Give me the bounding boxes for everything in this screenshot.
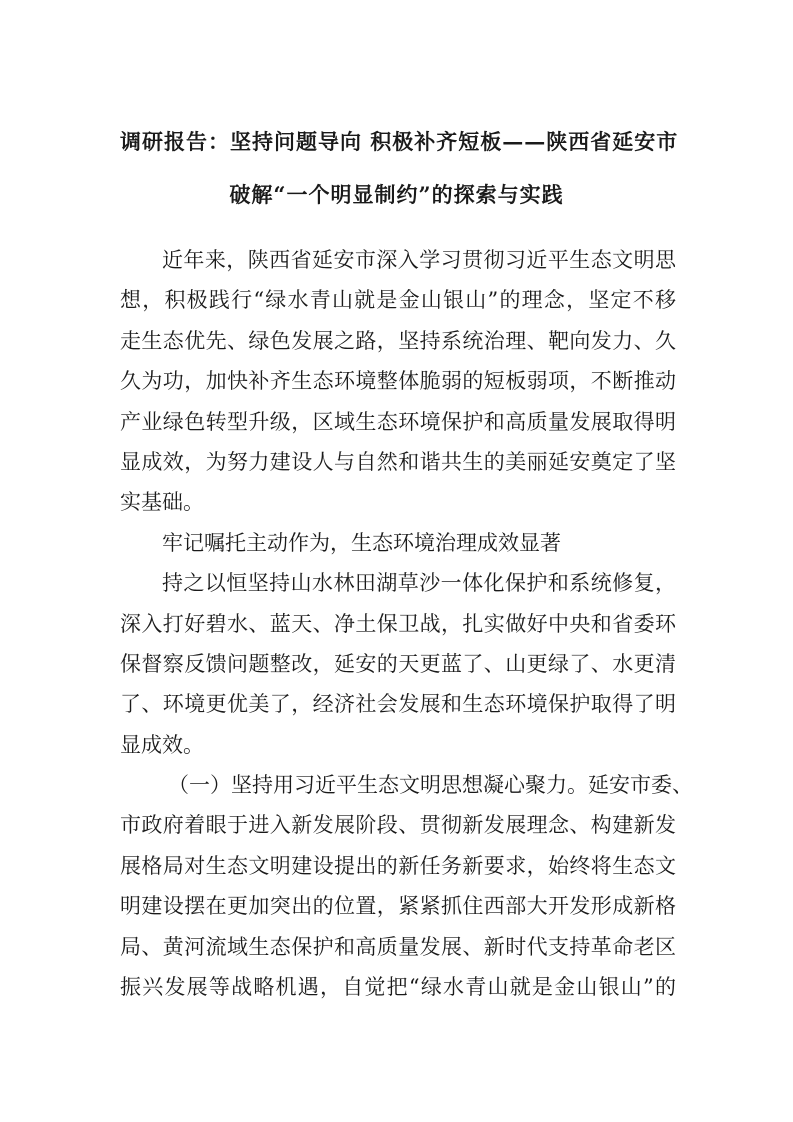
paragraph-line: 显成效。 <box>120 732 204 757</box>
paragraph-intro <box>120 240 676 523</box>
paragraph-line: 走生态优先、绿色发展之路，坚持系统治理、靶向发力、久 <box>120 328 676 353</box>
paragraph-line: （一）坚持用习近平生态文明思想凝心聚力。延安市委、 <box>168 773 693 798</box>
document-title-line-2: 破解“一个明显制约”的探索与实践 <box>229 182 564 207</box>
document-body <box>120 240 693 1007</box>
paragraph-line: 振兴发展等战略机遇，自觉把“绿水青山就是金山银山”的 <box>120 975 676 1000</box>
paragraph-line: 显成效，为努力建设人与自然和谐共生的美丽延安奠定了坚 <box>120 449 676 474</box>
paragraph-line: 保督察反馈问题整改，延安的天更蓝了、山更绿了、水更清 <box>120 651 676 676</box>
paragraph-line: 市政府着眼于进入新发展阶段、贯彻新发展理念、构建新发 <box>120 813 676 838</box>
section-heading-line: 牢记嘱托主动作为，生态环境治理成效显著 <box>162 530 561 555</box>
paragraph-line: 明建设摆在更加突出的位置，紧紧抓住西部大开发形成新格 <box>120 894 676 919</box>
paragraph-line: 实基础。 <box>120 490 204 515</box>
paragraph-line: 近年来，陕西省延安市深入学习贯彻习近平生态文明思 <box>162 248 676 272</box>
paragraph-line: 持之以恒坚持山水林田湖草沙一体化保护和系统修复， <box>162 571 676 596</box>
paragraph-line: 展格局对生态文明建设提出的新任务新要求，始终将生态文 <box>120 853 676 878</box>
paragraph-line: 产业绿色转型升级，区域生态环境保护和高质量发展取得明 <box>120 409 676 434</box>
section-heading <box>120 523 676 563</box>
document-title-line-1: 调研报告：坚持问题导向 积极补齐短板——陕西省延安市 <box>120 129 679 154</box>
paragraph-line: 局、黄河流域生态保护和高质量发展、新时代支持革命老区 <box>120 934 676 959</box>
paragraph-line: 想，积极践行“绿水青山就是金山银山”的理念，坚定不移 <box>120 288 676 313</box>
paragraph-achievements <box>120 563 676 765</box>
paragraph-point-one <box>120 765 693 1007</box>
paragraph-line: 久为功，加快补齐生态环境整体脆弱的短板弱项，不断推动 <box>120 369 676 394</box>
paragraph-line: 深入打好碧水、蓝天、净土保卫战，扎实做好中央和省委环 <box>120 611 676 636</box>
paragraph-line: 了、环境更优美了，经济社会发展和生态环境保护取得了明 <box>120 692 676 717</box>
